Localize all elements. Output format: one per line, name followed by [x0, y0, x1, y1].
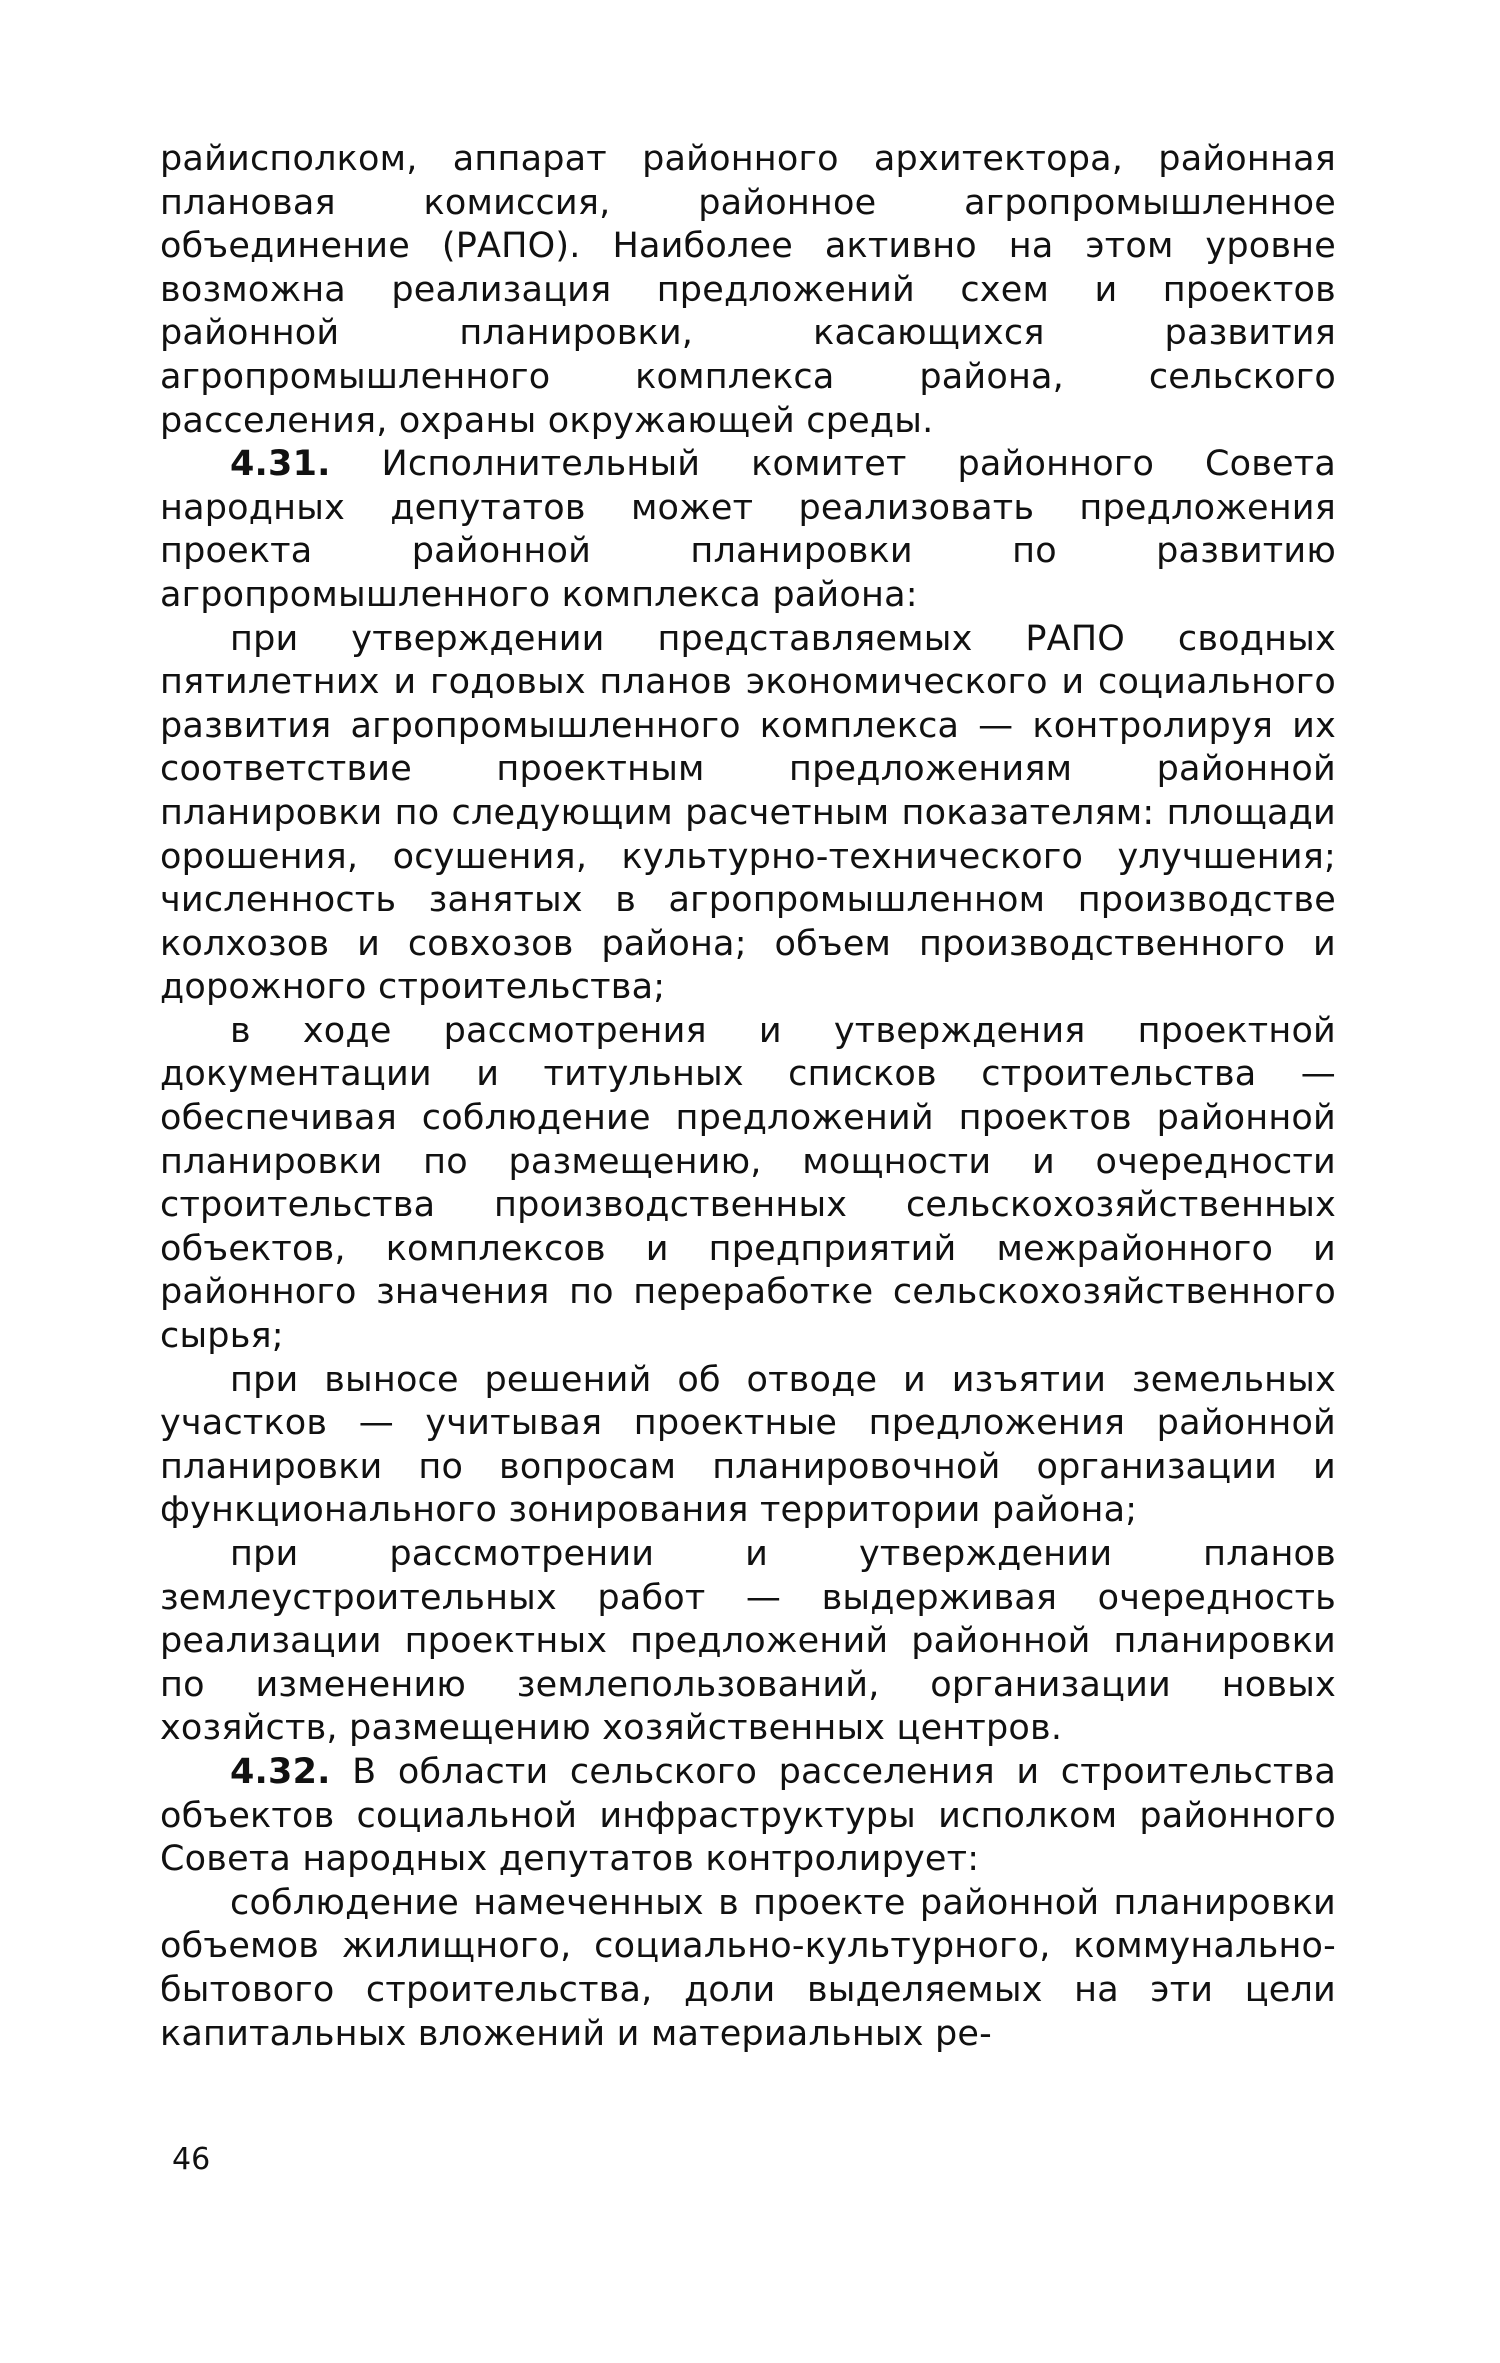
paragraph-plans-approval-text: при утверждении представляемых РАПО сводных пятилетних и годовых планов экономического и социального развития агропромышленного комплекса — контролируя их соответствие проектным предложениям районной планировки по следующим расчетным показателям: площади орошения, осушения, культурно-технического улучшения; численность занятых в агропромышленном производстве колхозов и совхозов района; объем производственного и дорожного строительства; — [160, 618, 1336, 1008]
paragraph-land-management-text: при рассмотрении и утверждении планов землеустроительных работ — выдерживая очередность реализации проектных предложений районной планировки по изменению землепользований, организации новых хозяйств, размещению хозяйственных центров. — [160, 1534, 1336, 1749]
paragraph-construction-volumes — [160, 1882, 1336, 2056]
paragraph-land-management — [160, 1533, 1336, 1751]
section-number-4-31: 4.31. — [230, 444, 331, 485]
paragraph-land-allocation-text: при выносе решений об отводе и изъятии земельных участков — учитывая проектные предложения районной планировки по вопросам планировочной организации и функционального зонирования территории района; — [160, 1359, 1336, 1531]
page-body — [160, 138, 1336, 2056]
paragraph-construction-volumes-text: соблюдение намеченных в проекте районной планировки объемов жилищного, социально-культурного, коммунально-бытового строительства, доли выделяемых на эти цели капитальных вложений и материальных ре- — [160, 1882, 1336, 2054]
paragraph-1-text: райисполком, аппарат районного архитектора, районная плановая комиссия, районное агропромышленное объединение (РАПО). Наиболее активно на этом уровне возможна реализация предложений схем и проектов районной планировки, касающихся развития агропромышленного комплекса района, сельского расселения, охраны окружающей среды. — [160, 139, 1336, 441]
section-number-4-32: 4.32. — [230, 1751, 331, 1792]
paragraph-4-32 — [160, 1751, 1336, 1882]
paragraph-plans-approval — [160, 618, 1336, 1010]
paragraph-1 — [160, 138, 1336, 443]
paragraph-land-allocation — [160, 1359, 1336, 1533]
paragraph-4-31-text: Исполнительный комитет районного Совета народных депутатов может реализовать предложения проекта районной планировки по развитию агропромышленного комплекса района: — [160, 444, 1336, 615]
paragraph-project-documentation — [160, 1010, 1336, 1359]
paragraph-project-documentation-text: в ходе рассмотрения и утверждения проектной документации и титульных списков строительства — обеспечивая соблюдение предложений проектов районной планировки по размещению, мощности и очередности строительства производственных сельскохозяйственных объектов, комплексов и предприятий межрайонного и районного значения по переработке сельскохозяйственного сырья; — [160, 1010, 1336, 1357]
page-number: 46 — [172, 2142, 211, 2177]
paragraph-4-32-text: В области сельского расселения и строительства объектов социальной инфраструктуры исполком районного Совета народных депутатов контролирует: — [160, 1751, 1336, 1880]
paragraph-4-31 — [160, 443, 1336, 617]
